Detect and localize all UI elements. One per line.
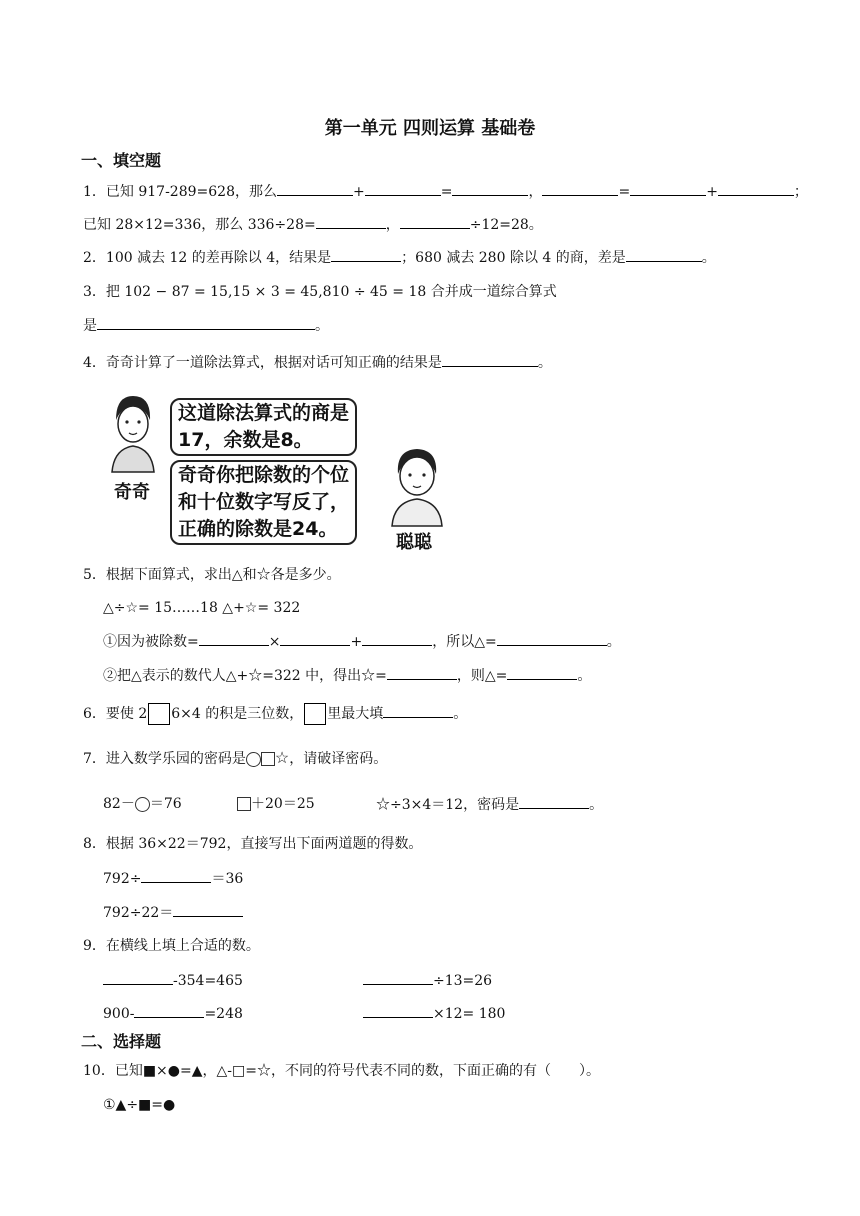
answer-blank[interactable] <box>331 247 401 262</box>
answer-blank[interactable] <box>280 631 350 646</box>
question-5: 5．根据下面算式，求出△和☆各是多少。 <box>83 567 341 583</box>
answer-blank[interactable] <box>718 181 794 196</box>
question-9: 9．在横线上填上合适的数。 <box>83 938 260 954</box>
q2-text: 2．100 减去 12 的差再除以 4，结果是 <box>83 250 332 266</box>
question-4: 4．奇奇计算了一道除法算式，根据对话可知正确的结果是 。 <box>83 352 552 373</box>
q9-item-c <box>103 1003 243 1024</box>
q9-d-text: ×12= 180 <box>433 1006 506 1022</box>
answer-blank[interactable] <box>173 902 243 917</box>
speech-bubble-congcong <box>170 460 357 545</box>
name-qiqi: 奇奇 <box>114 482 150 503</box>
bubble-line: 17，余数是8。 <box>178 429 313 451</box>
q5-equation: △÷☆= 15……18 △+☆= 322 <box>103 600 301 616</box>
q5-step2-text: ②把△表示的数代人△+☆=322 中，得出☆= <box>103 668 387 684</box>
answer-blank[interactable] <box>97 315 315 330</box>
answer-blank[interactable] <box>630 181 706 196</box>
q10-option-1: ①▲÷■=● <box>103 1097 176 1113</box>
q9-item-d <box>363 1003 505 1024</box>
q5-step1-text-2: ，所以△= <box>432 634 497 650</box>
q7-text-2: ，请破译密码。 <box>289 751 388 767</box>
q1-text-3: ÷12=28。 <box>469 217 543 233</box>
answer-blank[interactable] <box>497 631 607 646</box>
q5-step1-text: ①因为被除数= <box>103 634 199 650</box>
q8-b-text: 792÷22＝ <box>103 905 174 921</box>
q7-eq3-text: ☆÷3×4＝12，密码是 <box>376 797 520 813</box>
q9-item-a <box>103 970 243 991</box>
answer-blank[interactable] <box>277 181 353 196</box>
square-icon <box>237 797 251 811</box>
question-7 <box>83 748 387 769</box>
answer-blank[interactable] <box>199 631 269 646</box>
q6-text-3: 里最大填 <box>327 706 384 722</box>
section-fill-blank: 一、填空题 <box>81 151 162 170</box>
q5-step-2: ②把△表示的数代人△+☆=322 中，得出☆= ，则△= 。 <box>103 665 591 686</box>
q5-step2-text-2: ，则△= <box>456 668 508 684</box>
question-3-line-2: 是 。 <box>83 315 329 336</box>
answer-blank[interactable] <box>519 794 589 809</box>
answer-blank[interactable] <box>103 970 173 985</box>
circle-icon <box>246 752 261 767</box>
q7-eq2-text: ＋20＝25 <box>251 796 315 812</box>
answer-blank[interactable] <box>442 352 538 367</box>
answer-blank[interactable] <box>542 181 618 196</box>
circle-icon <box>135 797 150 812</box>
question-8: 8．根据 36×22＝792，直接写出下面两道题的得数。 <box>83 836 423 852</box>
question-2: 2．100 减去 12 的差再除以 4，结果是 ；680 减去 280 除以 4 的商，差是 。 <box>83 247 716 268</box>
bubble-line: 正确的除数是24。 <box>178 518 338 540</box>
square-icon <box>261 752 275 766</box>
answer-blank[interactable] <box>400 214 470 229</box>
q6-text-2: 6×4 的积是三位数， <box>171 706 304 722</box>
answer-blank[interactable] <box>134 1003 204 1018</box>
speech-bubble-qiqi <box>170 398 357 456</box>
page-title: 第一单元 四则运算 基础卷 <box>324 118 536 139</box>
answer-blank[interactable] <box>141 868 211 883</box>
answer-blank[interactable] <box>452 181 528 196</box>
q7-eq1-text: 82－ <box>103 796 135 812</box>
q9-item-b <box>363 970 492 991</box>
q1-text: 1．已知 917-289=628，那么 <box>83 184 277 200</box>
answer-blank[interactable] <box>507 665 577 680</box>
answer-blank[interactable] <box>363 1003 433 1018</box>
bubble-line: 和十位数字写反了， <box>178 491 350 513</box>
answer-blank[interactable] <box>383 703 453 718</box>
q7-equation-3: ☆÷3×4＝12，密码是 。 <box>376 794 603 815</box>
bubble-line: 奇奇你把除数的个位 <box>178 464 350 486</box>
q3-text-2: 是 <box>83 318 97 334</box>
q7-equation-1 <box>103 794 182 814</box>
q9-c-text: 900- <box>103 1006 135 1022</box>
q1-text-2: 已知 28×12=336，那么 336÷28= <box>83 217 316 233</box>
answer-blank[interactable] <box>387 665 457 680</box>
box-blank[interactable] <box>148 703 170 725</box>
boy-congcong-illustration <box>386 444 448 528</box>
q5-step-1: ①因为被除数= × + ，所以△= 。 <box>103 631 621 652</box>
name-congcong: 聪聪 <box>396 532 432 553</box>
q7-text: 7．进入数学乐园的密码是 <box>83 751 246 767</box>
question-1-line-1: 1．已知 917-289=628，那么 + = ， = + ； <box>83 181 808 202</box>
answer-blank[interactable] <box>363 970 433 985</box>
q8-a-text-2: ＝36 <box>211 871 244 887</box>
q8-a-text: 792÷ <box>103 871 142 887</box>
question-3-line-1: 3．把 102 − 87 = 15,15 × 3 = 45,810 ÷ 45 = 18 合并成一道综合算式 <box>83 284 557 300</box>
q7-eq1-text-2: ＝76 <box>149 796 182 812</box>
question-10: 10．已知■×●=▲，△-□=☆，不同的符号代表不同的数，下面正确的有（ ）。 <box>83 1063 600 1079</box>
q8-item-2 <box>103 902 243 923</box>
answer-blank[interactable] <box>362 631 432 646</box>
q9-a-text: -354=465 <box>173 973 243 989</box>
question-1-line-2: 已知 28×12=336，那么 336÷28= ， ÷12=28。 <box>83 214 543 235</box>
question-6: 6．要使 2 6×4 的积是三位数， 里最大填 。 <box>83 703 467 725</box>
answer-blank[interactable] <box>316 214 386 229</box>
q6-text: 6．要使 2 <box>83 706 148 722</box>
boy-qiqi-illustration <box>108 394 158 474</box>
answer-blank[interactable] <box>626 247 702 262</box>
box-blank[interactable] <box>304 703 326 725</box>
q9-b-text: ÷13=26 <box>433 973 493 989</box>
q9-c-text-2: =248 <box>204 1006 243 1022</box>
q4-text: 4．奇奇计算了一道除法算式，根据对话可知正确的结果是 <box>83 355 442 371</box>
section-multiple-choice: 二、选择题 <box>81 1032 162 1051</box>
star-icon: ☆ <box>274 748 290 767</box>
q7-equation-2 <box>237 794 315 814</box>
bubble-line: 这道除法算式的商是 <box>178 402 350 424</box>
q2-text-2: ；680 减去 280 除以 4 的商，差是 <box>401 250 626 266</box>
answer-blank[interactable] <box>365 181 441 196</box>
q8-item-1 <box>103 868 243 889</box>
